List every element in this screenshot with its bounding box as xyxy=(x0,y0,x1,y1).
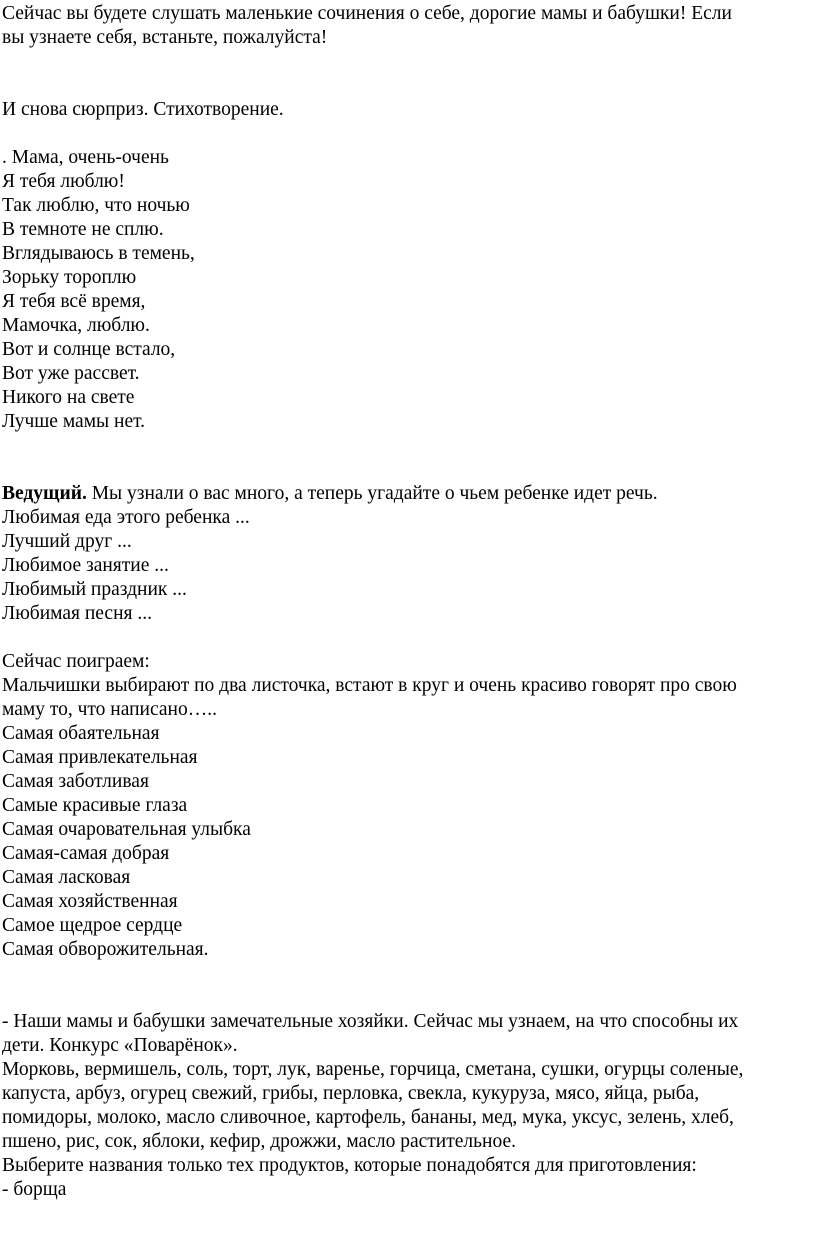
game-item: Самая обворожительная. xyxy=(2,939,209,960)
poem-line: В темноте не сплю. xyxy=(2,219,164,240)
guess-item: Любимая песня ... xyxy=(2,603,152,624)
product-line: Морковь, вермишель, соль, торт, лук, варенье, горчица, сметана, сушки, огурцы соленые, xyxy=(2,1059,744,1080)
contest-dish: - борща xyxy=(2,1179,67,1200)
spacer xyxy=(2,434,814,482)
poem-line: . Мама, очень-очень xyxy=(2,147,169,168)
contest-line-1: - Наши мамы и бабушки замечательные хозяйки. Сейчас мы узнаем, на что способны их xyxy=(2,1011,739,1032)
poem-line: Вот и солнце встало, xyxy=(2,339,176,360)
intro-line-2: вы узнаете себя, встаньте, пожалуйста! xyxy=(2,27,328,48)
poem-line: Вот уже рассвет. xyxy=(2,363,140,384)
game-item: Самая заботливая xyxy=(2,771,149,792)
spacer xyxy=(2,626,814,650)
product-line: капуста, арбуз, огурец свежий, грибы, перловка, свекла, кукуруза, мясо, яйца, рыба, xyxy=(2,1083,700,1104)
spacer xyxy=(2,122,814,146)
contest-line-2: дети. Конкурс «Поварёнок». xyxy=(2,1035,238,1056)
game-item: Самая ласковая xyxy=(2,867,131,888)
poem-line: Лучше мамы нет. xyxy=(2,411,146,432)
poem xyxy=(2,146,814,434)
product-list xyxy=(2,1058,814,1154)
game-item: Самое щедрое сердце xyxy=(2,915,183,936)
poem-line: Никого на свете xyxy=(2,387,135,408)
poem-line: Вглядываюсь в темень, xyxy=(2,243,195,264)
poem-line: Я тебя люблю! xyxy=(2,171,125,192)
poem-line: Я тебя всё время, xyxy=(2,291,146,312)
game-item: Самая обаятельная xyxy=(2,723,160,744)
game-items xyxy=(2,722,814,962)
game-item: Самая привлекательная xyxy=(2,747,198,768)
game-desc-line-1: Мальчишки выбирают по два листочка, встают в круг и очень красиво говорят про свою xyxy=(2,675,737,696)
host-label: Ведущий. xyxy=(2,483,87,504)
game-desc-line-2: маму то, что написано….. xyxy=(2,699,217,720)
surprise-heading: И снова сюрприз. Стихотворение. xyxy=(2,99,284,120)
host-text: Мы узнали о вас много, а теперь угадайте о чьем ребенке идет речь. xyxy=(86,483,658,504)
guess-list xyxy=(2,506,814,626)
spacer xyxy=(2,50,814,98)
intro-line-1: Сейчас вы будете слушать маленькие сочинения о себе, дорогие мамы и бабушки! Если xyxy=(2,3,732,24)
game-item: Самая очаровательная улыбка xyxy=(2,819,251,840)
game-item: Самые красивые глаза xyxy=(2,795,188,816)
game-item: Самая хозяйственная xyxy=(2,891,178,912)
product-line: пшено, рис, сок, яблоки, кефир, дрожжи, масло растительное. xyxy=(2,1131,516,1152)
game-title: Сейчас поиграем: xyxy=(2,651,150,672)
game-item: Самая-самая добрая xyxy=(2,843,170,864)
guess-item: Любимое занятие ... xyxy=(2,555,169,576)
contest-instruction: Выберите названия только тех продуктов, которые понадобятся для приготовления: xyxy=(2,1155,697,1176)
guess-item: Любимый праздник ... xyxy=(2,579,187,600)
guess-item: Лучший друг ... xyxy=(2,531,132,552)
guess-item: Любимая еда этого ребенка ... xyxy=(2,507,250,528)
product-line: помидоры, молоко, масло сливочное, картофель, бананы, мед, мука, уксус, зелень, хлеб, xyxy=(2,1107,734,1128)
spacer xyxy=(2,962,814,1010)
poem-line: Мамочка, люблю. xyxy=(2,315,150,336)
poem-line: Так люблю, что ночью xyxy=(2,195,190,216)
host-line xyxy=(2,482,814,506)
poem-line: Зорьку тороплю xyxy=(2,267,137,288)
